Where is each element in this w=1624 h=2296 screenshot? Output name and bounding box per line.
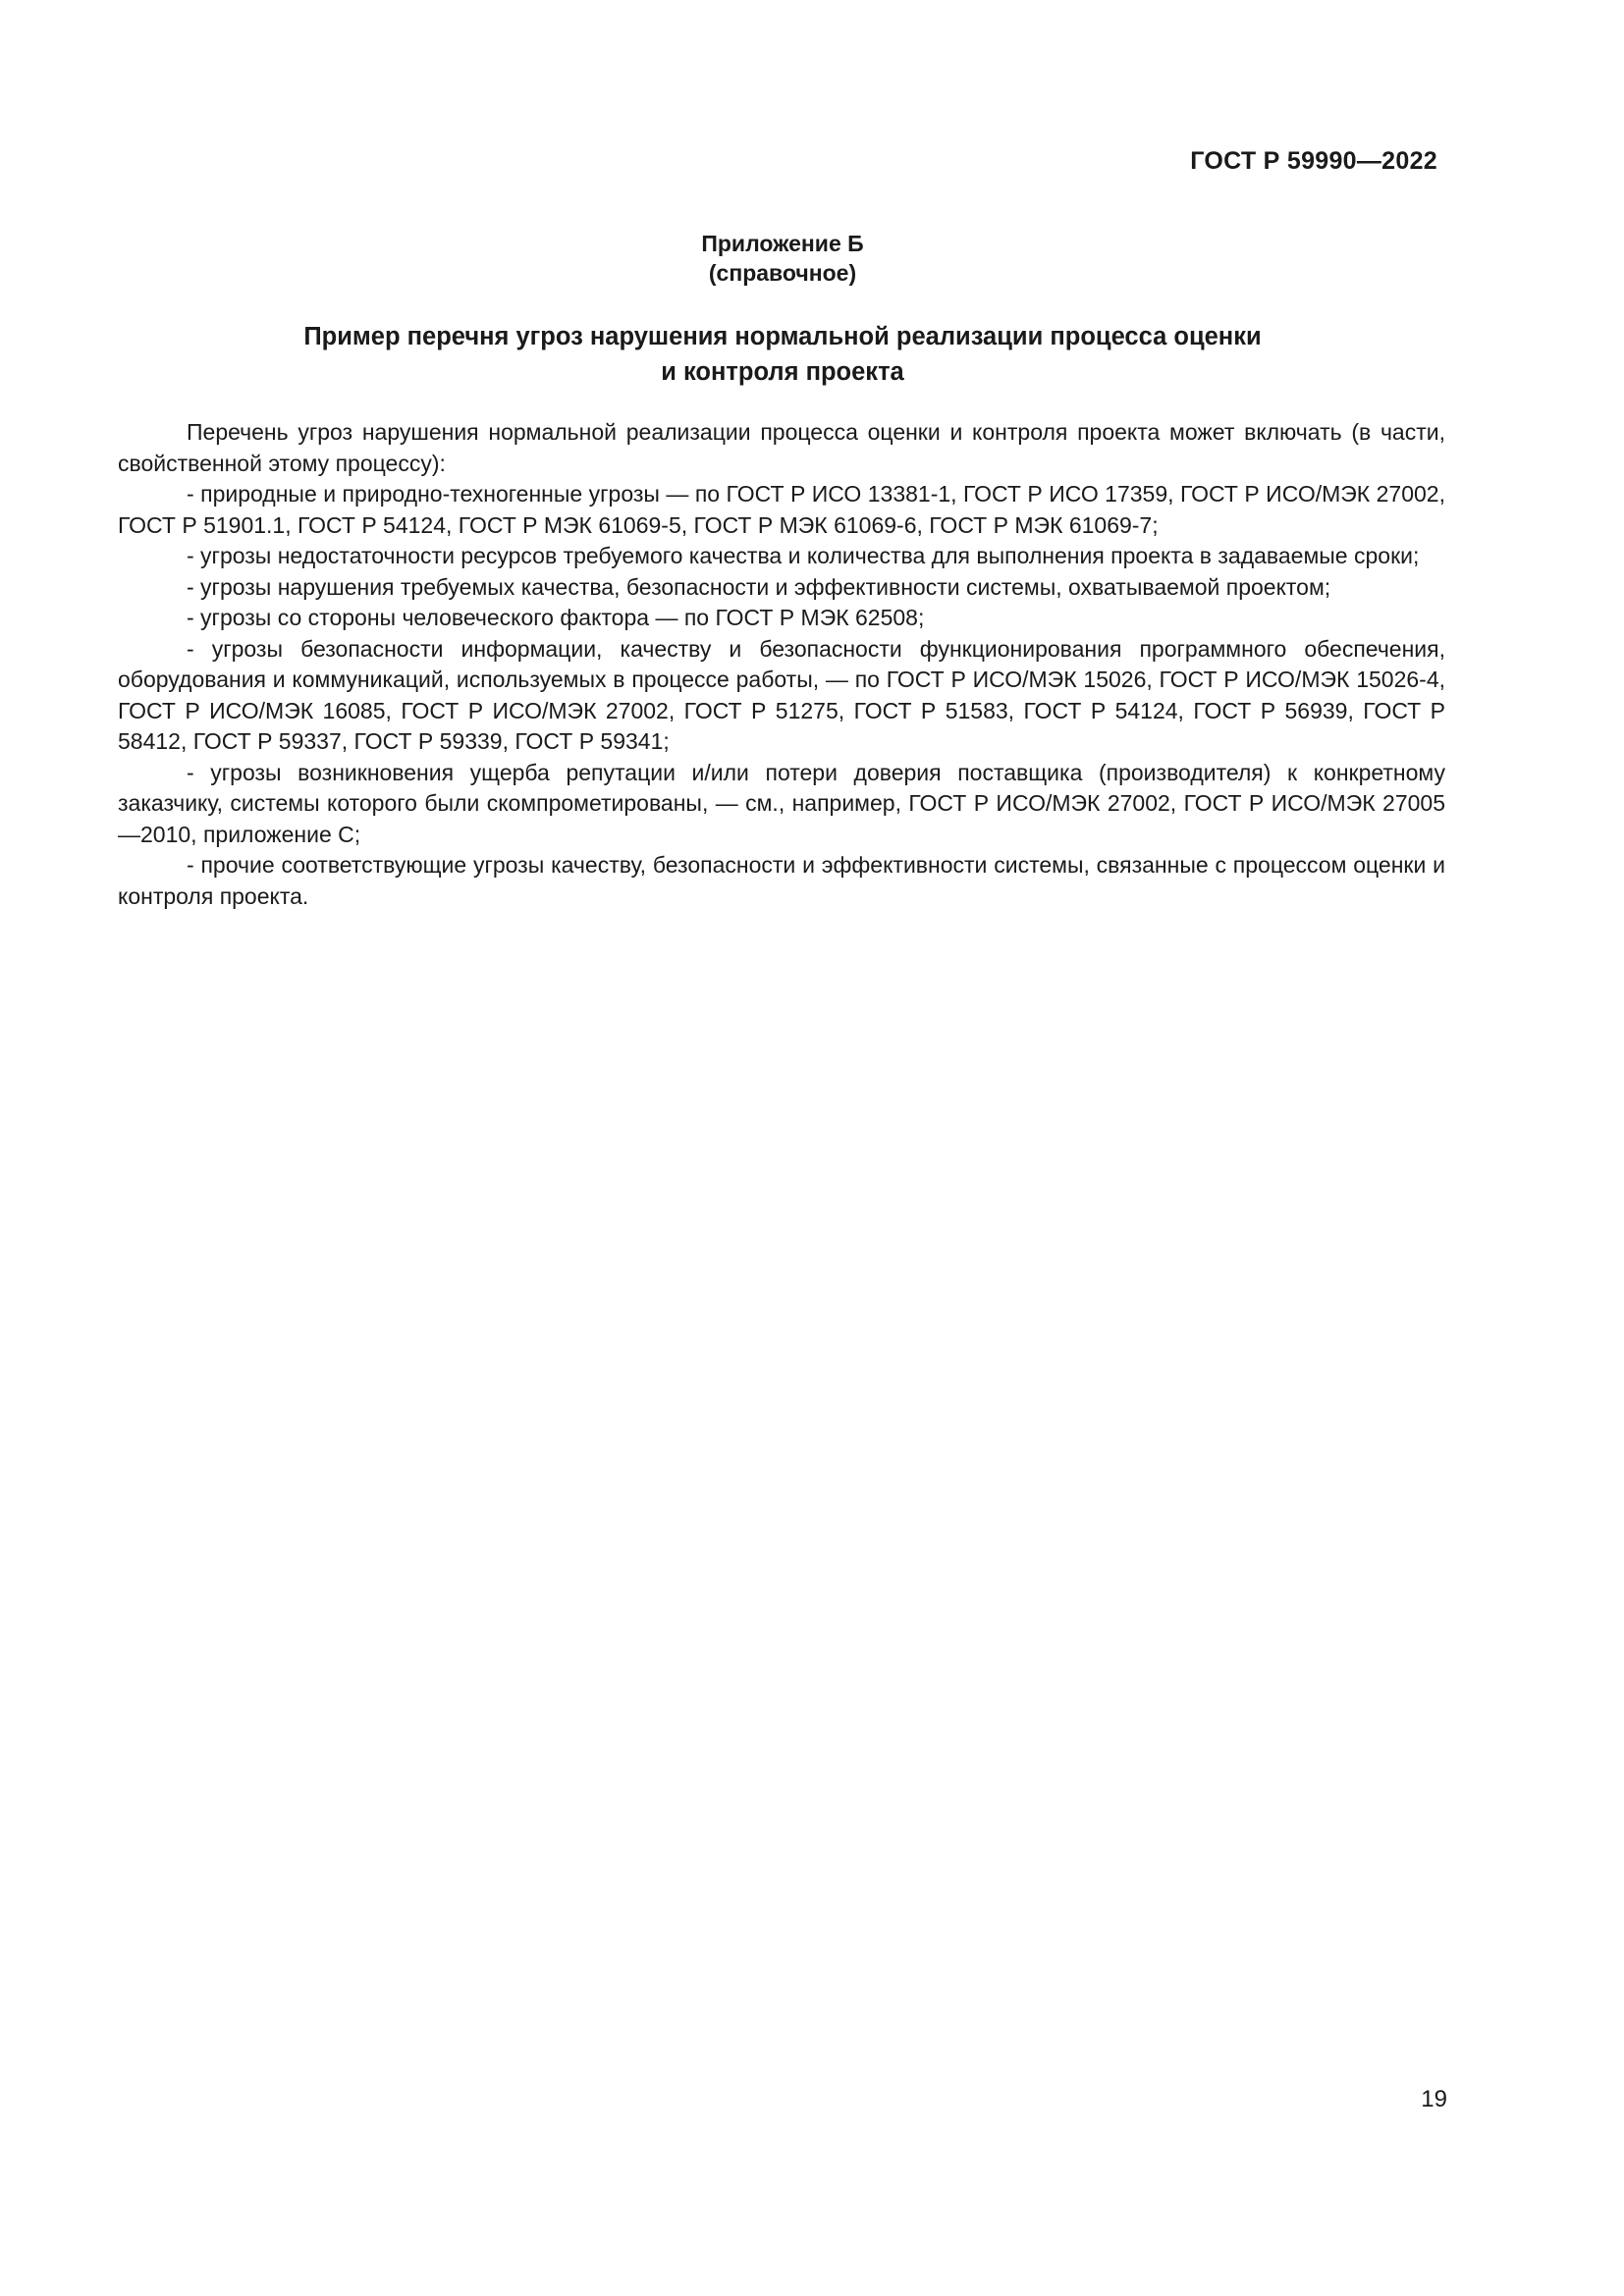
annex-heading — [0, 229, 1565, 288]
annex-title-line-2: и контроля проекта — [661, 358, 904, 386]
list-item: - угрозы безопасности информации, качеству и безопасности функционирования программного обеспечения, оборудования и коммуникаций, используемых в процессе работы, — по ГОСТ Р ИСО/МЭК 15026, ГОСТ Р ИСО/МЭК 15026-4, ГОСТ Р ИСО/МЭК 16085, ГОСТ Р ИСО/МЭК 27002, ГОСТ Р 51275, ГОСТ Р 51583, ГОСТ Р 54124, ГОСТ Р 56939, ГОСТ Р 58412, ГОСТ Р 59337, ГОСТ Р 59339, ГОСТ Р 59341; — [118, 635, 1445, 754]
list-item: - угрозы возникновения ущерба репутации и/или потери доверия поставщика (производителя) к конкретному заказчику, системы которого были скомпрометированы, — см., например, ГОСТ Р ИСО/МЭК 27002, ГОСТ Р ИСО/МЭК 27005—2010, приложение С; — [118, 759, 1445, 847]
page-number: 19 — [1421, 2086, 1447, 2112]
list-item: - угрозы со стороны человеческого фактора — по ГОСТ Р МЭК 62508; — [187, 605, 925, 630]
annex-title-line-1: Пример перечня угроз нарушения нормальной реализации процесса оценки — [303, 323, 1262, 350]
document-code: ГОСТ Р 59990—2022 — [1190, 147, 1437, 175]
annex-title — [0, 319, 1565, 390]
annex-status: (справочное) — [708, 260, 857, 286]
list-item: - угрозы недостаточности ресурсов требуемого качества и количества для выполнения проекта в задаваемые сроки; — [187, 543, 1420, 568]
annex-body — [118, 417, 1445, 912]
intro-paragraph: Перечень угроз нарушения нормальной реализации процесса оценки и контроля проекта может включать (в части, свойственной этому процессу): — [118, 419, 1445, 476]
list-item: - угрозы нарушения требуемых качества, безопасности и эффективности системы, охватываемой проектом; — [187, 573, 1331, 600]
list-item: - природные и природно-техногенные угрозы — по ГОСТ Р ИСО 13381-1, ГОСТ Р ИСО 17359, ГОСТ Р ИСО/МЭК 27002, ГОСТ Р 51901.1, ГОСТ Р 54124, ГОСТ Р МЭК 61069-5, ГОСТ Р МЭК 61069-6, ГОСТ Р МЭК 61069-7; — [118, 481, 1445, 538]
list-item: - прочие соответствующие угрозы качеству, безопасности и эффективности системы, связанные с процессом оценки и контроля проекта. — [118, 852, 1445, 909]
annex-label: Приложение Б — [701, 231, 864, 256]
